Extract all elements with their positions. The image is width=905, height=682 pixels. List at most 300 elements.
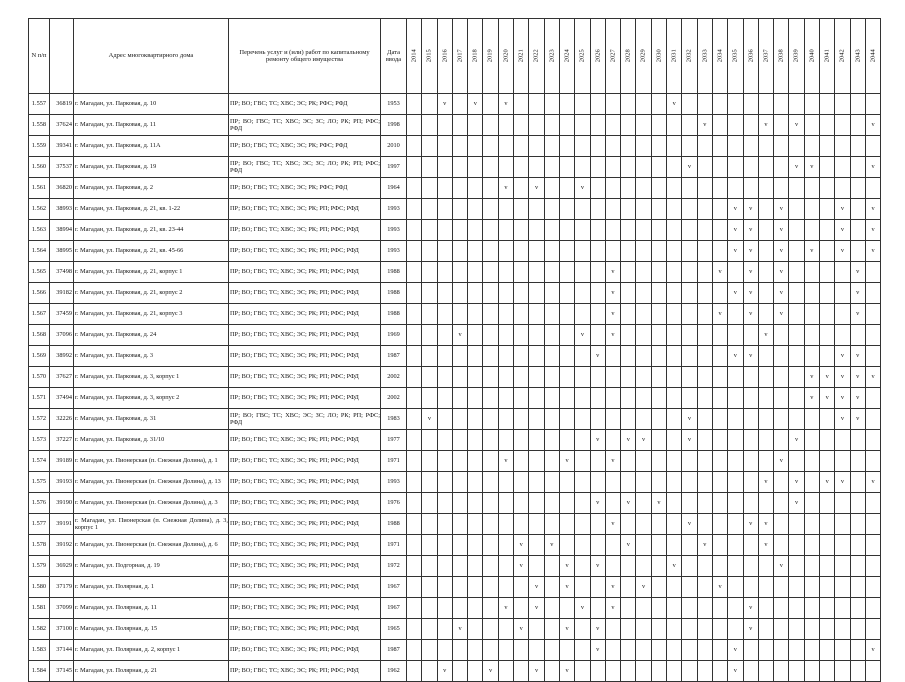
- table-row: [29, 283, 881, 304]
- year-label: 2042: [838, 49, 846, 63]
- year-cell: [865, 367, 880, 388]
- year-cell: [605, 577, 620, 598]
- table-row: [29, 430, 881, 451]
- year-cell: [850, 388, 865, 409]
- year-cell: [697, 388, 712, 409]
- year-cell: [498, 451, 513, 472]
- check-mark: v: [810, 163, 814, 171]
- year-cell: [590, 199, 605, 220]
- house-address: г. Магадан, ул. Полярная, д. 21: [74, 661, 229, 682]
- house-address: г. Магадан, ул. Парковая, д. 3, корпус 2: [74, 388, 229, 409]
- house-code: 37144: [50, 640, 74, 661]
- year-cell: [452, 514, 467, 535]
- year-cell: [850, 115, 865, 136]
- check-mark: v: [687, 520, 692, 528]
- year-cell: [774, 409, 789, 430]
- year-cell: [667, 409, 682, 430]
- year-cell: [743, 514, 758, 535]
- commission-date: 1988: [381, 514, 407, 535]
- year-cell: [483, 556, 498, 577]
- year-cell: [636, 451, 651, 472]
- year-cell: [789, 304, 804, 325]
- house-code: 37624: [50, 115, 74, 136]
- year-cell: [544, 367, 559, 388]
- check-mark: v: [749, 247, 753, 255]
- year-cell: [498, 178, 513, 199]
- house-code: 36929: [50, 556, 74, 577]
- year-cell: [422, 409, 437, 430]
- year-cell: [590, 430, 605, 451]
- check-mark: v: [672, 562, 676, 570]
- year-label: 2034: [716, 49, 724, 63]
- check-mark: v: [458, 625, 462, 633]
- year-cell: [407, 178, 422, 199]
- year-cell: [789, 94, 804, 115]
- year-cell: [483, 178, 498, 199]
- year-cell: [651, 577, 666, 598]
- works-list: ПР; ВО; ГВС; ТС; ХВС; ЭС; РК; РП; РФС; РФД: [229, 241, 381, 262]
- year-label: 2037: [762, 49, 770, 63]
- year-cell: [728, 640, 743, 661]
- year-label: 2036: [746, 49, 754, 63]
- year-cell: [682, 640, 697, 661]
- year-header: [850, 19, 865, 94]
- year-cell: [498, 430, 513, 451]
- year-cell: [820, 661, 835, 682]
- year-cell: [682, 556, 697, 577]
- row-number: 1.563: [29, 220, 50, 241]
- check-mark: v: [764, 478, 768, 486]
- year-cell: [605, 94, 620, 115]
- year-cell: [605, 535, 620, 556]
- year-cell: [774, 178, 789, 199]
- year-cell: [514, 94, 529, 115]
- year-cell: [712, 535, 727, 556]
- year-cell: [636, 493, 651, 514]
- year-cell: [743, 535, 758, 556]
- year-cell: [804, 157, 819, 178]
- year-cell: [468, 178, 483, 199]
- works-list: ПР; ВО; ГВС; ТС; ХВС; ЭС; РК; РФС; РФД: [229, 178, 381, 199]
- year-cell: [590, 388, 605, 409]
- year-cell: [865, 115, 880, 136]
- year-cell: [743, 451, 758, 472]
- year-cell: [865, 136, 880, 157]
- year-label: 2025: [578, 49, 586, 63]
- year-label: 2019: [486, 49, 494, 63]
- header-num: N п/п: [29, 19, 50, 94]
- check-mark: v: [611, 583, 615, 591]
- year-cell: [850, 241, 865, 262]
- year-cell: [498, 157, 513, 178]
- year-header: [835, 19, 850, 94]
- year-header: [407, 19, 422, 94]
- year-header: [758, 19, 773, 94]
- year-cell: [559, 241, 574, 262]
- year-cell: [621, 640, 636, 661]
- year-cell: [514, 409, 529, 430]
- row-number: 1.558: [29, 115, 50, 136]
- year-cell: [590, 262, 605, 283]
- year-cell: [529, 346, 544, 367]
- works-list: ПР; ВО; ГВС; ТС; ХВС; ЭС; РК; РП; РФС; РФД: [229, 514, 381, 535]
- year-cell: [850, 640, 865, 661]
- year-cell: [575, 598, 590, 619]
- year-header: [437, 19, 452, 94]
- year-cell: [865, 346, 880, 367]
- year-cell: [544, 409, 559, 430]
- year-cell: [498, 661, 513, 682]
- year-cell: [514, 598, 529, 619]
- year-cell: [850, 220, 865, 241]
- year-cell: [498, 220, 513, 241]
- year-cell: [529, 409, 544, 430]
- row-number: 1.568: [29, 325, 50, 346]
- year-cell: [804, 325, 819, 346]
- year-cell: [774, 262, 789, 283]
- year-cell: [743, 262, 758, 283]
- house-address: г. Магадан, ул. Подгорная, д. 19: [74, 556, 229, 577]
- check-mark: v: [794, 163, 799, 171]
- year-cell: [483, 262, 498, 283]
- year-cell: [820, 556, 835, 577]
- year-cell: [835, 640, 850, 661]
- year-cell: [820, 409, 835, 430]
- commission-date: 1953: [381, 94, 407, 115]
- year-cell: [682, 94, 697, 115]
- year-cell: [636, 577, 651, 598]
- year-cell: [544, 556, 559, 577]
- year-header: [452, 19, 467, 94]
- year-cell: [804, 451, 819, 472]
- year-cell: [529, 472, 544, 493]
- check-mark: v: [519, 625, 523, 633]
- year-cell: [544, 451, 559, 472]
- year-cell: [774, 661, 789, 682]
- year-cell: [789, 241, 804, 262]
- year-header: [697, 19, 712, 94]
- year-cell: [636, 409, 651, 430]
- year-cell: [452, 94, 467, 115]
- year-cell: [835, 493, 850, 514]
- check-mark: v: [749, 289, 753, 297]
- house-address: г. Магадан, ул. Пионерская (п. Снежная Долина), д. 3: [74, 493, 229, 514]
- year-cell: [820, 535, 835, 556]
- check-mark: v: [626, 436, 630, 444]
- year-cell: [575, 367, 590, 388]
- year-cell: [682, 115, 697, 136]
- check-mark: v: [825, 394, 829, 402]
- year-cell: [621, 409, 636, 430]
- year-cell: [712, 136, 727, 157]
- table-row: [29, 115, 881, 136]
- year-cell: [774, 136, 789, 157]
- year-cell: [452, 157, 467, 178]
- year-cell: [758, 619, 773, 640]
- year-cell: [559, 409, 574, 430]
- year-cell: [559, 640, 574, 661]
- check-mark: v: [810, 373, 814, 381]
- year-cell: [621, 262, 636, 283]
- year-cell: [483, 220, 498, 241]
- year-cell: [636, 661, 651, 682]
- check-mark: v: [504, 184, 508, 192]
- year-cell: [758, 199, 773, 220]
- year-cell: [865, 94, 880, 115]
- year-cell: [452, 535, 467, 556]
- check-mark: v: [565, 457, 569, 465]
- check-mark: v: [687, 436, 692, 444]
- year-cell: [697, 451, 712, 472]
- works-list: ПР; ВО; ГВС; ТС; ХВС; ЭС; РК; РП; РФС; РФД: [229, 598, 381, 619]
- year-cell: [514, 367, 529, 388]
- check-mark: v: [794, 436, 799, 444]
- year-cell: [789, 514, 804, 535]
- year-header: [743, 19, 758, 94]
- check-mark: v: [794, 121, 799, 129]
- year-cell: [697, 157, 712, 178]
- check-mark: v: [565, 562, 569, 570]
- year-cell: [804, 220, 819, 241]
- year-cell: [774, 619, 789, 640]
- house-address: г. Магадан, ул. Полярная, д. 1: [74, 577, 229, 598]
- year-cell: [514, 472, 529, 493]
- table-row: [29, 199, 881, 220]
- year-label: 2020: [502, 49, 510, 63]
- year-cell: [437, 409, 452, 430]
- check-mark: v: [779, 247, 783, 255]
- house-address: г. Магадан, ул. Полярная, д. 11: [74, 598, 229, 619]
- year-cell: [621, 514, 636, 535]
- year-cell: [452, 661, 467, 682]
- year-cell: [483, 115, 498, 136]
- year-header: [865, 19, 880, 94]
- year-cell: [728, 115, 743, 136]
- year-cell: [789, 283, 804, 304]
- year-cell: [514, 325, 529, 346]
- year-cell: [682, 346, 697, 367]
- check-mark: v: [611, 268, 615, 276]
- year-cell: [575, 325, 590, 346]
- year-label: 2022: [532, 49, 540, 63]
- year-label: 2039: [792, 49, 800, 63]
- house-code: 36819: [50, 94, 74, 115]
- year-cell: [422, 157, 437, 178]
- year-cell: [712, 409, 727, 430]
- check-mark: v: [626, 499, 630, 507]
- table-row: [29, 262, 881, 283]
- year-cell: [820, 493, 835, 514]
- year-cell: [651, 430, 666, 451]
- year-cell: [697, 577, 712, 598]
- year-cell: [697, 262, 712, 283]
- year-cell: [850, 136, 865, 157]
- year-cell: [774, 556, 789, 577]
- check-mark: v: [871, 373, 875, 381]
- check-mark: v: [733, 352, 737, 360]
- year-cell: [820, 157, 835, 178]
- header-address: Адрес многоквартирного дома: [74, 19, 229, 94]
- check-mark: v: [473, 100, 477, 108]
- house-address: г. Магадан, ул. Парковая, д. 3: [74, 346, 229, 367]
- year-cell: [422, 178, 437, 199]
- year-cell: [743, 598, 758, 619]
- year-cell: [468, 556, 483, 577]
- year-cell: [605, 325, 620, 346]
- year-cell: [407, 472, 422, 493]
- year-cell: [758, 409, 773, 430]
- year-cell: [712, 178, 727, 199]
- check-mark: v: [504, 100, 508, 108]
- row-number: 1.582: [29, 619, 50, 640]
- year-cell: [498, 325, 513, 346]
- year-cell: [682, 388, 697, 409]
- year-cell: [636, 220, 651, 241]
- table-row: [29, 472, 881, 493]
- year-cell: [712, 304, 727, 325]
- year-cell: [758, 262, 773, 283]
- year-cell: [758, 514, 773, 535]
- year-cell: [422, 346, 437, 367]
- row-number: 1.579: [29, 556, 50, 577]
- year-cell: [544, 262, 559, 283]
- year-cell: [820, 94, 835, 115]
- year-cell: [835, 304, 850, 325]
- year-cell: [605, 409, 620, 430]
- year-cell: [774, 220, 789, 241]
- year-cell: [529, 325, 544, 346]
- year-cell: [728, 577, 743, 598]
- year-header: [514, 19, 529, 94]
- year-cell: [422, 577, 437, 598]
- year-cell: [636, 472, 651, 493]
- year-cell: [529, 115, 544, 136]
- check-mark: v: [856, 268, 860, 276]
- year-cell: [514, 178, 529, 199]
- year-cell: [422, 451, 437, 472]
- year-cell: [605, 304, 620, 325]
- row-number: 1.577: [29, 514, 50, 535]
- year-cell: [697, 472, 712, 493]
- year-cell: [789, 220, 804, 241]
- year-cell: [651, 283, 666, 304]
- year-cell: [575, 283, 590, 304]
- year-cell: [758, 241, 773, 262]
- check-mark: v: [504, 604, 508, 612]
- year-cell: [804, 367, 819, 388]
- year-header: [667, 19, 682, 94]
- year-cell: [728, 199, 743, 220]
- year-cell: [575, 304, 590, 325]
- year-cell: [789, 556, 804, 577]
- year-cell: [559, 598, 574, 619]
- year-cell: [437, 619, 452, 640]
- commission-date: 1988: [381, 283, 407, 304]
- row-number: 1.573: [29, 430, 50, 451]
- year-cell: [590, 325, 605, 346]
- year-cell: [544, 346, 559, 367]
- works-list: ПР; ВО; ГВС; ТС; ХВС; ЭС; РК; РП; РФС; РФД: [229, 535, 381, 556]
- year-header: [468, 19, 483, 94]
- year-cell: [774, 451, 789, 472]
- year-cell: [835, 136, 850, 157]
- year-cell: [850, 556, 865, 577]
- year-cell: [728, 472, 743, 493]
- check-mark: v: [504, 457, 508, 465]
- year-cell: [743, 640, 758, 661]
- year-cell: [728, 514, 743, 535]
- year-cell: [651, 325, 666, 346]
- year-cell: [544, 472, 559, 493]
- table-row: [29, 640, 881, 661]
- check-mark: v: [749, 352, 753, 360]
- year-cell: [865, 178, 880, 199]
- row-number: 1.581: [29, 598, 50, 619]
- year-cell: [636, 241, 651, 262]
- year-cell: [820, 367, 835, 388]
- year-cell: [514, 241, 529, 262]
- year-cell: [712, 262, 727, 283]
- year-cell: [712, 199, 727, 220]
- year-cell: [758, 283, 773, 304]
- year-cell: [743, 157, 758, 178]
- year-cell: [743, 199, 758, 220]
- year-cell: [636, 388, 651, 409]
- year-cell: [865, 199, 880, 220]
- year-cell: [636, 346, 651, 367]
- year-cell: [559, 388, 574, 409]
- year-cell: [498, 283, 513, 304]
- year-cell: [651, 304, 666, 325]
- year-cell: [605, 157, 620, 178]
- check-mark: v: [794, 499, 799, 507]
- year-cell: [682, 493, 697, 514]
- house-code: 39192: [50, 535, 74, 556]
- year-cell: [804, 262, 819, 283]
- works-list: ПР; ВО; ГВС; ТС; ХВС; ЭС; РК; РП; РФС; РФД: [229, 304, 381, 325]
- year-cell: [697, 220, 712, 241]
- header-row: [29, 19, 881, 94]
- row-number: 1.557: [29, 94, 50, 115]
- table-row: [29, 157, 881, 178]
- year-cell: [407, 94, 422, 115]
- table-row: [29, 535, 881, 556]
- table-row: [29, 367, 881, 388]
- commission-date: 1997: [381, 157, 407, 178]
- year-cell: [452, 409, 467, 430]
- year-cell: [498, 367, 513, 388]
- year-cell: [820, 472, 835, 493]
- year-cell: [605, 514, 620, 535]
- year-cell: [621, 178, 636, 199]
- year-cell: [651, 514, 666, 535]
- year-cell: [514, 661, 529, 682]
- year-cell: [697, 409, 712, 430]
- check-mark: v: [871, 121, 875, 129]
- year-cell: [422, 661, 437, 682]
- year-cell: [590, 556, 605, 577]
- year-cell: [682, 304, 697, 325]
- year-cell: [758, 556, 773, 577]
- year-cell: [667, 514, 682, 535]
- year-cell: [575, 493, 590, 514]
- year-cell: [804, 241, 819, 262]
- year-cell: [605, 493, 620, 514]
- year-cell: [452, 388, 467, 409]
- check-mark: v: [580, 604, 584, 612]
- year-cell: [559, 451, 574, 472]
- year-cell: [544, 493, 559, 514]
